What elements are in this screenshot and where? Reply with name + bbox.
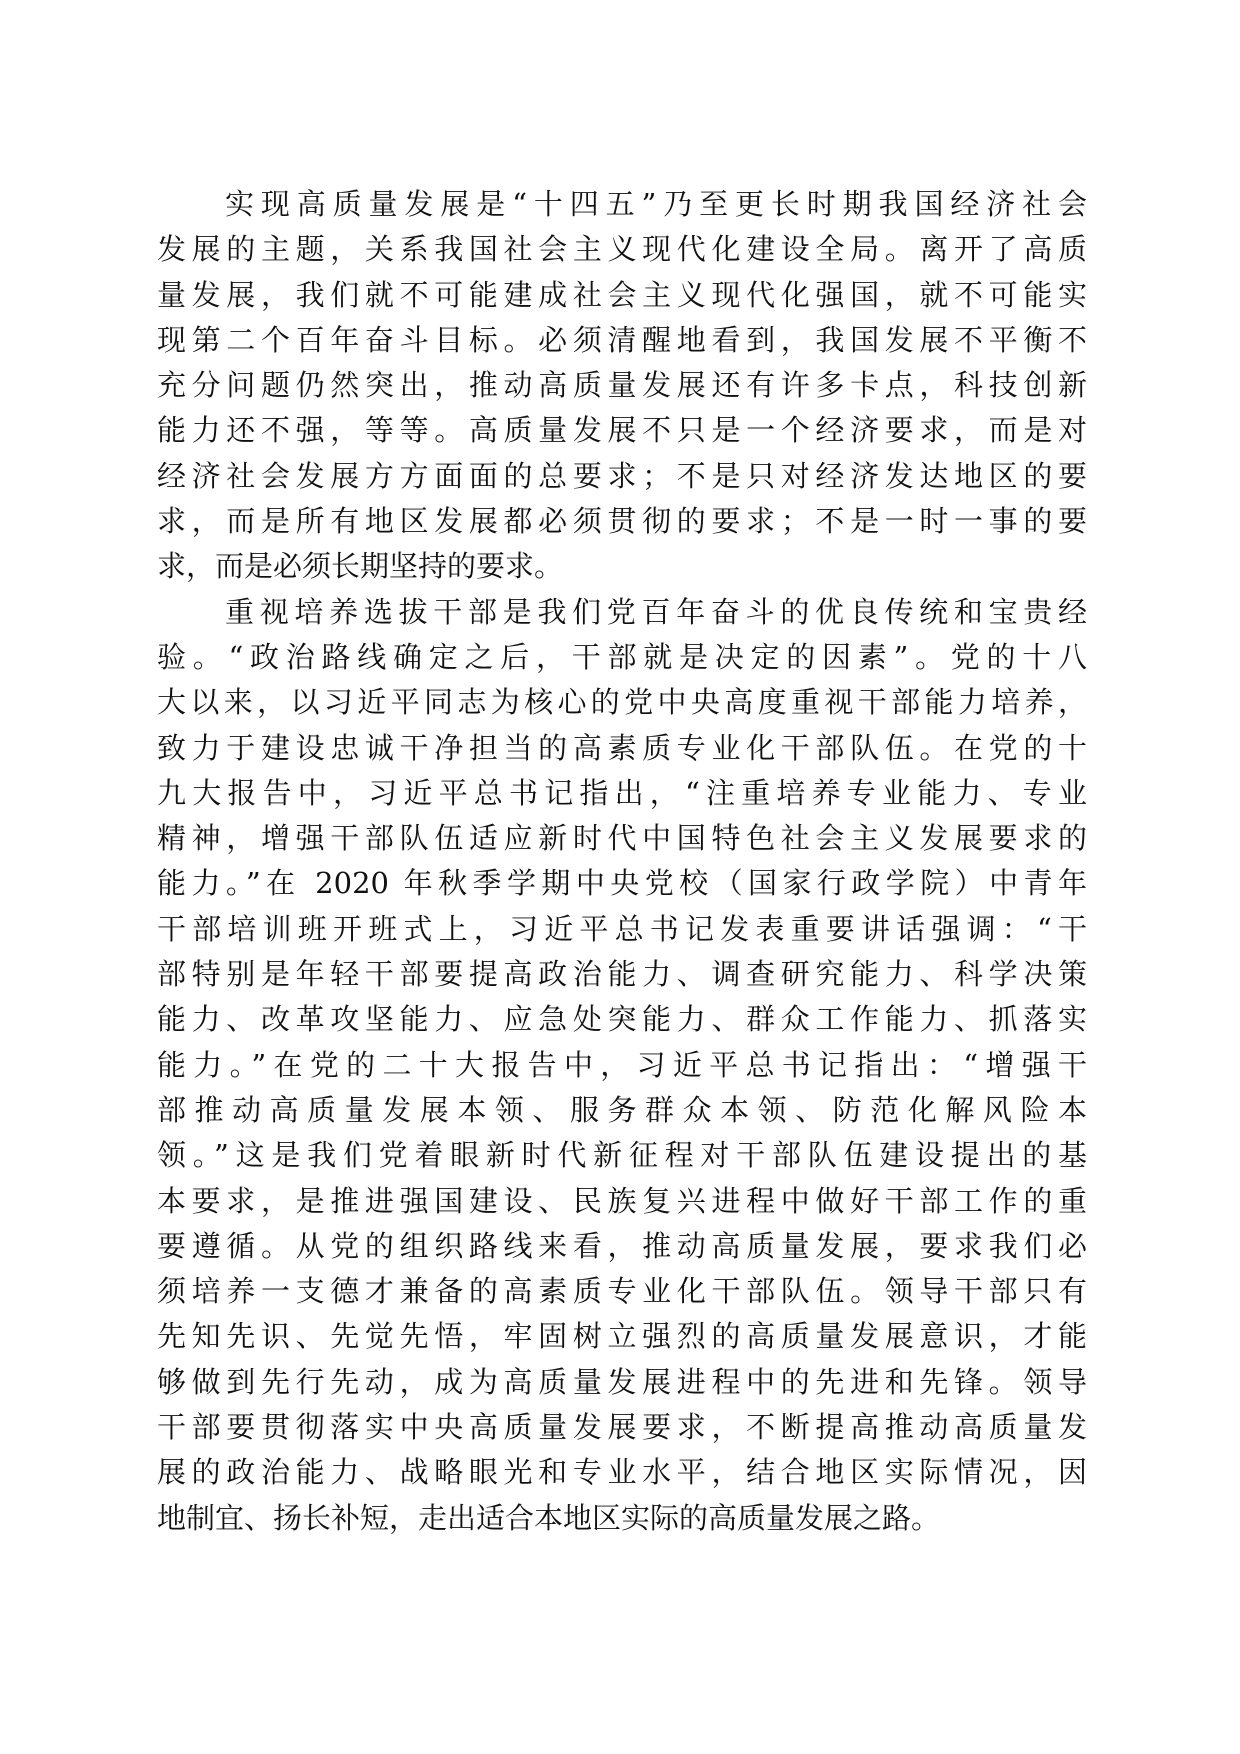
paragraph-2-line: 大以来，以习近平同志为核心的党中央高度重视干部能力培养，	[157, 685, 1087, 720]
paragraph-1-line: 实现高质量发展是“十四五”乃至更长时期我国经济社会	[225, 187, 1087, 221]
paragraph-2-line: 能力。”在 2020 年秋季学期中央党校（国家行政学院）中青年	[157, 866, 1087, 901]
paragraph-1-line: 求，而是所有地区发展都必须贯彻的要求；不是一时一事的要	[157, 504, 1087, 539]
paragraph-1-line: 能力还不强，等等。高质量发展不只是一个经济要求，而是对	[157, 413, 1087, 448]
paragraph-2-line: 精神，增强干部队伍适应新时代中国特色社会主义发展要求的	[157, 821, 1087, 856]
paragraph-2-line: 能力、改革攻坚能力、应急处突能力、群众工作能力、抓落实	[157, 1002, 1087, 1037]
paragraph-2-line: 致力于建设忠诚干净担当的高素质专业化干部队伍。在党的十	[157, 730, 1087, 765]
paragraph-1-line: 求，而是必须长期坚持的要求。	[157, 549, 564, 584]
paragraph-2-line: 地制宜、扬长补短，走出适合本地区实际的高质量发展之路。	[157, 1500, 941, 1535]
paragraph-2-line: 须培养一支德才兼备的高素质专业化干部队伍。领导干部只有	[157, 1274, 1087, 1309]
paragraph-2-line: 验。“政治路线确定之后，干部就是决定的因素”。党的十八	[157, 639, 1087, 674]
paragraph-2-line: 先知先识、先觉先悟，牢固树立强烈的高质量发展意识，才能	[157, 1319, 1087, 1354]
paragraph-2-line: 干部培训班开班式上，习近平总书记发表重要讲话强调：“干	[157, 911, 1087, 946]
paragraph-1-line: 充分问题仍然突出，推动高质量发展还有许多卡点，科技创新	[157, 368, 1087, 403]
paragraph-2-line: 本要求，是推进强国建设、民族复兴进程中做好干部工作的重	[157, 1183, 1087, 1218]
paragraph-1-line: 量发展，我们就不可能建成社会主义现代化强国，就不可能实	[157, 277, 1087, 312]
paragraph-2-line: 要遵循。从党的组织路线来看，推动高质量发展，要求我们必	[157, 1228, 1087, 1263]
paragraph-1-line: 发展的主题，关系我国社会主义现代化建设全局。离开了高质	[157, 232, 1087, 267]
paragraph-1-line: 经济社会发展方方面面的总要求；不是只对经济发达地区的要	[157, 458, 1087, 493]
paragraph-2-line: 部推动高质量发展本领、服务群众本领、防范化解风险本	[157, 1092, 1087, 1127]
paragraph-2-line: 重视培养选拔干部是我们党百年奋斗的优良传统和宝贵经	[225, 594, 1087, 629]
paragraph-2-line: 九大报告中，习近平总书记指出，“注重培养专业能力、专业	[157, 775, 1087, 810]
paragraph-1-line: 现第二个百年奋斗目标。必须清醒地看到，我国发展不平衡不	[157, 322, 1087, 357]
paragraph-2-line: 干部要贯彻落实中央高质量发展要求，不断提高推动高质量发	[157, 1410, 1087, 1445]
paragraph-2-line: 能力。”在党的二十大报告中，习近平总书记指出：“增强干	[157, 1047, 1087, 1082]
paragraph-2-line: 够做到先行先动，成为高质量发展进程中的先进和先锋。领导	[157, 1364, 1087, 1399]
paragraph-2-line: 展的政治能力、战略眼光和专业水平，结合地区实际情况，因	[157, 1455, 1087, 1490]
paragraph-2-line: 领。”这是我们党着眼新时代新征程对干部队伍建设提出的基	[157, 1138, 1087, 1173]
document-body	[157, 182, 1087, 1541]
paragraph-2-line: 部特别是年轻干部要提高政治能力、调查研究能力、科学决策	[157, 957, 1087, 992]
